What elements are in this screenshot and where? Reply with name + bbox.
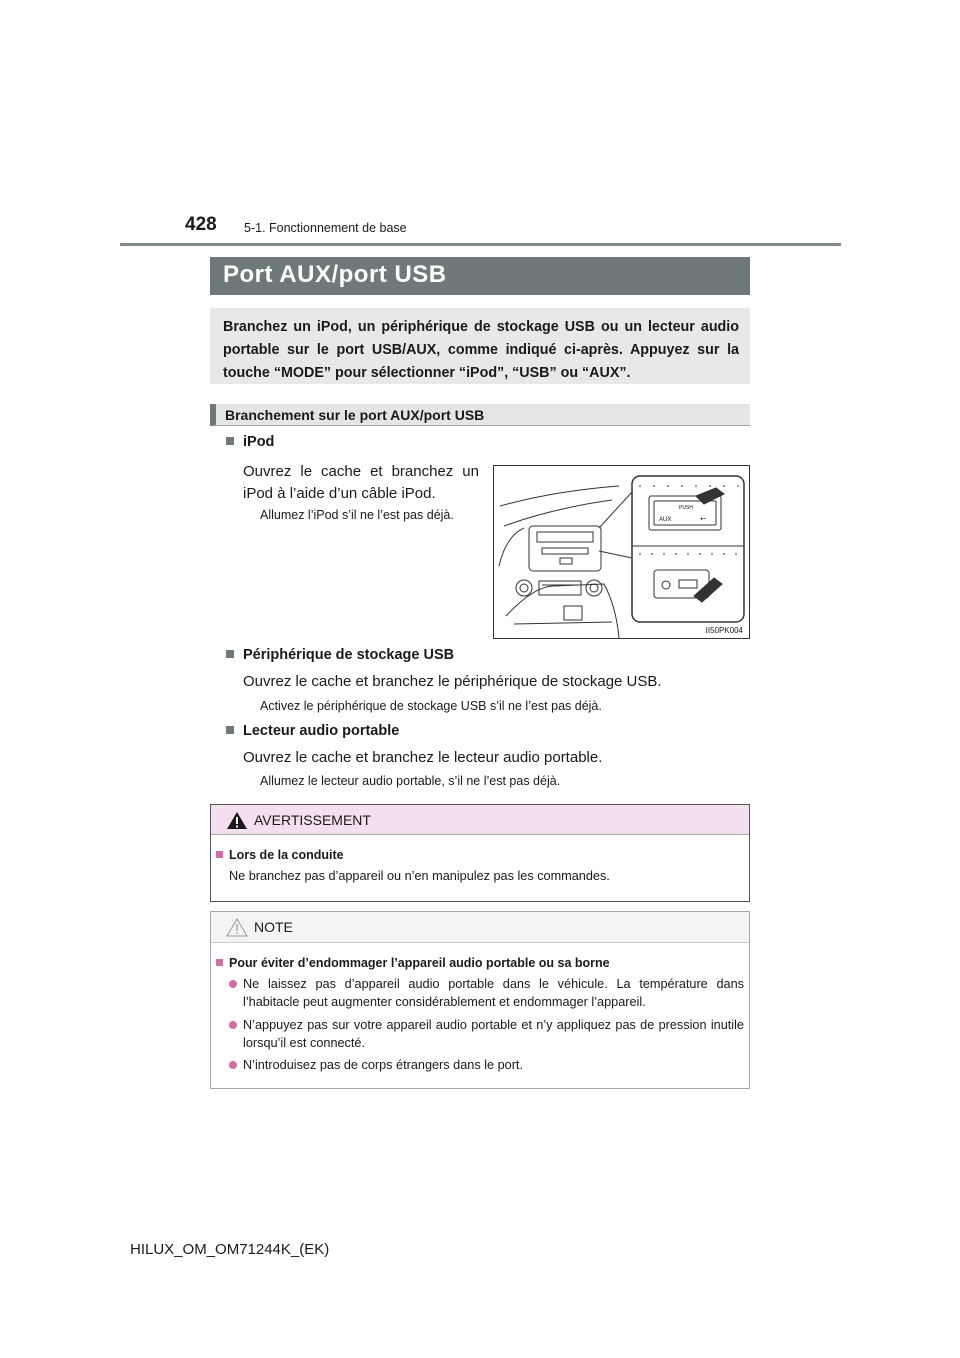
round-bullet-icon <box>229 980 237 988</box>
warning-box <box>210 804 750 902</box>
push-label: PUSH <box>679 505 693 511</box>
page-title: Port AUX/port USB <box>223 261 447 288</box>
figure-code: II50PK004 <box>705 626 743 635</box>
document-footer: HILUX_OM_OM71244K_(EK) <box>130 1241 330 1258</box>
item-ipod-body: Ouvrez le cache et branchez un iPod à l’aide d’un câble iPod. <box>243 463 479 502</box>
usb-symbol-icon: ⭠ <box>700 514 707 523</box>
page-number: 428 <box>185 214 217 235</box>
warning-text: Ne branchez pas d’appareil ou n’en manipulez pas les commandes. <box>229 869 610 883</box>
subsection-heading-bar <box>210 404 750 426</box>
item-ipod-note: Allumez l’iPod s’il ne l’est pas déjà. <box>260 508 454 522</box>
warning-triangle-icon <box>226 811 248 830</box>
header-rule <box>120 243 841 246</box>
square-bullet-icon <box>216 959 223 966</box>
subsection-heading: Branchement sur le port AUX/port USB <box>225 407 485 423</box>
item-usb-heading: Périphérique de stockage USB <box>226 647 454 663</box>
note-header <box>211 912 749 943</box>
note-title: NOTE <box>254 919 293 935</box>
warning-title: AVERTISSEMENT <box>254 812 371 828</box>
note-bullet: N’appuyez pas sur votre appareil audio portable et n’y appliquez pas de pression inutile lorsqu’il est connecté. <box>229 1016 744 1052</box>
usb-aux-port-illustration <box>493 465 750 639</box>
aux-label: AUX <box>659 517 672 523</box>
note-subheading: Pour éviter d’endommager l’appareil audio portable ou sa borne <box>216 956 610 970</box>
note-bullet: N’introduisez pas de corps étrangers dans le port. <box>229 1056 744 1074</box>
round-bullet-icon <box>229 1061 237 1069</box>
item-usb-body: Ouvrez le cache et branchez le périphérique de stockage USB. <box>243 673 662 690</box>
item-player-heading: Lecteur audio portable <box>226 723 399 739</box>
square-bullet-icon <box>216 851 223 858</box>
dashboard-drawing <box>494 466 749 638</box>
item-ipod-heading: iPod <box>226 434 274 450</box>
page-title-bar <box>210 257 750 295</box>
intro-box: Branchez un iPod, un périphérique de stockage USB ou un lecteur audio portable sur le port USB/AUX, comme indiqué ci-après. Appuyez sur la touche “MODE” pour sélectionner “iPod”, “USB” ou “AUX”. <box>210 308 750 384</box>
note-box <box>210 911 750 1089</box>
note-bullet: Ne laissez pas d’appareil audio portable dans le véhicule. La température dans l’habitacle peut augmenter considérablement et endommager l’appareil. <box>229 975 744 1011</box>
square-bullet-icon <box>226 437 234 445</box>
item-player-note: Allumez le lecteur audio portable, s’il ne l’est pas déjà. <box>260 774 561 788</box>
warning-header <box>211 805 749 835</box>
square-bullet-icon <box>226 726 234 734</box>
round-bullet-icon <box>229 1021 237 1029</box>
item-player-body: Ouvrez le cache et branchez le lecteur audio portable. <box>243 749 603 766</box>
section-title: 5-1. Fonctionnement de base <box>244 221 407 235</box>
square-bullet-icon <box>226 650 234 658</box>
item-usb-note: Activez le périphérique de stockage USB s’il ne l’est pas déjà. <box>260 699 602 713</box>
warning-subheading: Lors de la conduite <box>216 848 344 862</box>
caution-triangle-icon <box>226 918 248 937</box>
